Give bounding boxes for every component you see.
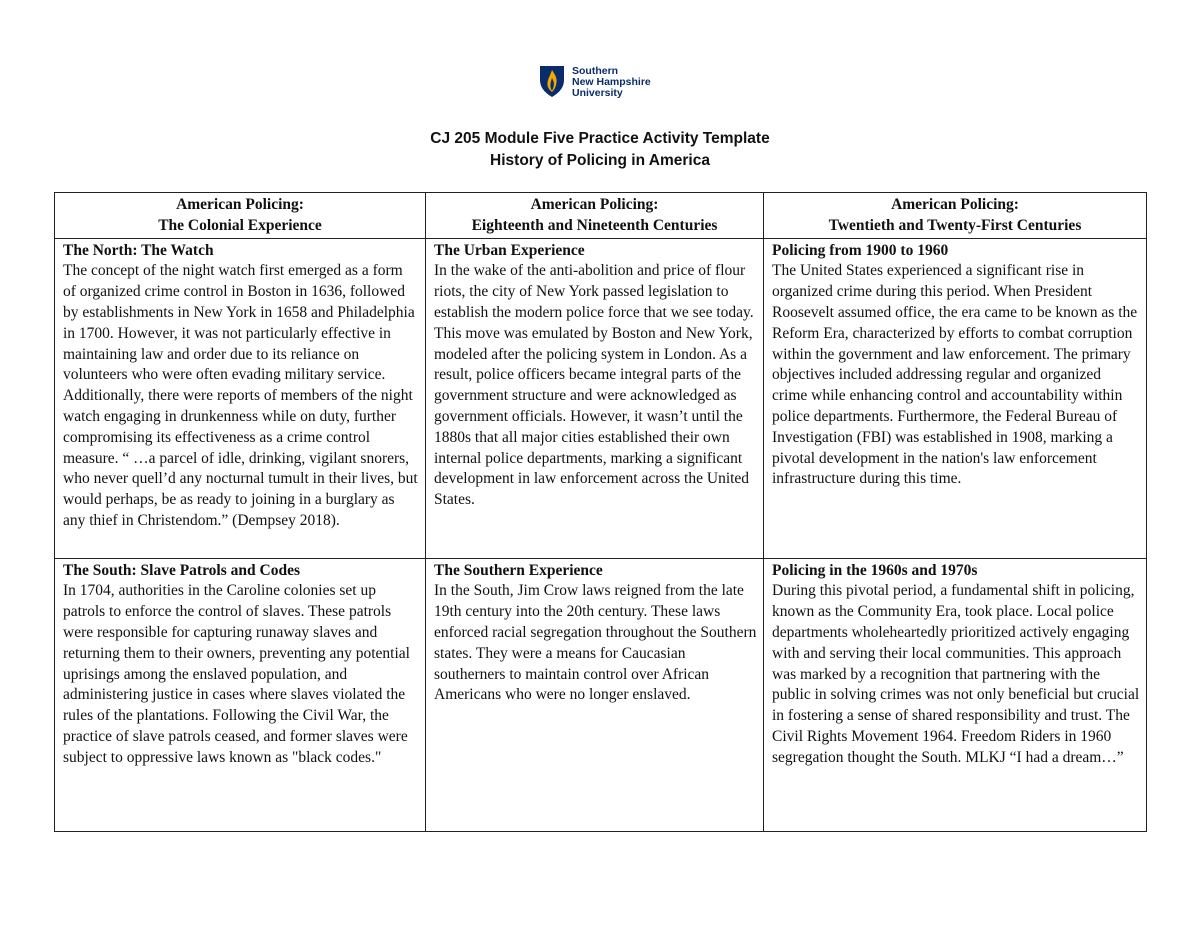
cell-heading: The South: Slave Patrols and Codes xyxy=(63,561,300,579)
table-cell xyxy=(55,558,426,831)
table-row xyxy=(55,558,1147,831)
logo-line-1: Southern xyxy=(572,65,619,77)
logo-line-3: University xyxy=(572,87,623,99)
column-header-colonial xyxy=(55,193,426,239)
document-title xyxy=(0,128,1200,172)
cell-heading: Policing in the 1960s and 1970s xyxy=(772,561,978,579)
column-header-line: Eighteenth and Nineteenth Centuries xyxy=(471,216,718,234)
column-header-20th-21st xyxy=(764,193,1147,239)
table-cell xyxy=(55,238,426,558)
column-header-line: American Policing: xyxy=(176,196,304,213)
logo-line-2: New Hampshire xyxy=(572,76,651,88)
university-logo xyxy=(538,64,651,99)
cell-heading: The Southern Experience xyxy=(434,561,603,579)
shield-flame-icon xyxy=(538,64,566,98)
cell-body: The concept of the night watch first emerged as a form of organized crime control in Boston in 1636, followed by establishments in New York in 1658 and Philadelphia in 1700. However, it was not particularly effective in maintaining law and order due to its reliance on volunteers who were often evading military service. Additionally, there were reports of members of the night watch engaging in drunkenness while on duty, further compromising its effectiveness as a crime control measure. “ …a parcel of idle, drinking, vigilant snorers, who never quell’d any nocturnal tumult in their lives, but would perhaps, be as ready to joining in a burglary as any thief in Christendom.” (Dempsey 2018). xyxy=(63,262,418,529)
cell-body: In 1704, authorities in the Caroline colonies set up patrols to enforce the control of slaves. These patrols were responsible for capturing runaway slaves and returning them to their owners, preventing any potential uprisings among the enslaved population, and administering justice in cases where slaves violated the rules of the plantations. Following the Civil War, the practice of slave patrols ceased, and former slaves were subject to oppressive laws known as "black codes." xyxy=(63,582,410,766)
table-cell xyxy=(426,558,764,831)
table-cell xyxy=(426,238,764,558)
cell-body: During this pivotal period, a fundamental shift in policing, known as the Community Era, took place. Local police departments wholeheartedly prioritized actively engaging with and serving their local communities. This approach was marked by a recognition that partnering with the public in solving crimes was not only beneficial but crucial in fostering a sense of shared responsibility and trust. The Civil Rights Movement 1964. Freedom Riders in 1960 segregation thought the South. MLKJ “I had a dream…” xyxy=(772,582,1140,766)
column-header-line: American Policing: xyxy=(530,196,659,213)
table-row xyxy=(55,238,1147,558)
cell-heading: The North: The Watch xyxy=(63,241,214,259)
logo-wordmark xyxy=(572,66,651,99)
column-header-18th-19th xyxy=(426,193,764,239)
cell-body: In the South, Jim Crow laws reigned from the late 19th century into the 20th century. These laws enforced racial segregation throughout the Southern states. They were a means for Caucasian southerners to maintain control over African Americans who were no longer enslaved. xyxy=(434,582,757,704)
cell-heading: Policing from 1900 to 1960 xyxy=(772,241,949,259)
table-cell xyxy=(764,238,1147,558)
cell-heading: The Urban Experience xyxy=(434,241,585,259)
column-header-line: American Policing: xyxy=(891,196,1019,213)
column-header-line: The Colonial Experience xyxy=(158,216,322,234)
title-line-1: CJ 205 Module Five Practice Activity Template xyxy=(430,130,770,147)
policing-history-table xyxy=(54,192,1147,832)
table-cell xyxy=(764,558,1147,831)
cell-body: The United States experienced a significant rise in organized crime during this period. When President Roosevelt assumed office, the era came to be known as the Reform Era, characterized by efforts to combat corruption within the government and law enforcement. The primary objectives included addressing regular and organized crime while enhancing control and accountability within police departments. Furthermore, the Federal Bureau of Investigation (FBI) was established in 1908, marking a pivotal development in the nation's law enforcement infrastructure during this time. xyxy=(772,262,1138,488)
title-line-2: History of Policing in America xyxy=(490,152,710,169)
cell-body: In the wake of the anti-abolition and price of flour riots, the city of New York passed legislation to establish the modern police force that we see today. This move was emulated by Boston and New York, modeled after the policing system in London. As a result, police officers became integral parts of the government structure and were acknowledged as government officials. However, it wasn’t until the 1880s that all major cities established their own internal police departments, marking a significant development in law enforcement across the United States. xyxy=(434,262,754,509)
column-header-line: Twentieth and Twenty-First Centuries xyxy=(828,216,1082,234)
table-header-row xyxy=(55,193,1147,239)
